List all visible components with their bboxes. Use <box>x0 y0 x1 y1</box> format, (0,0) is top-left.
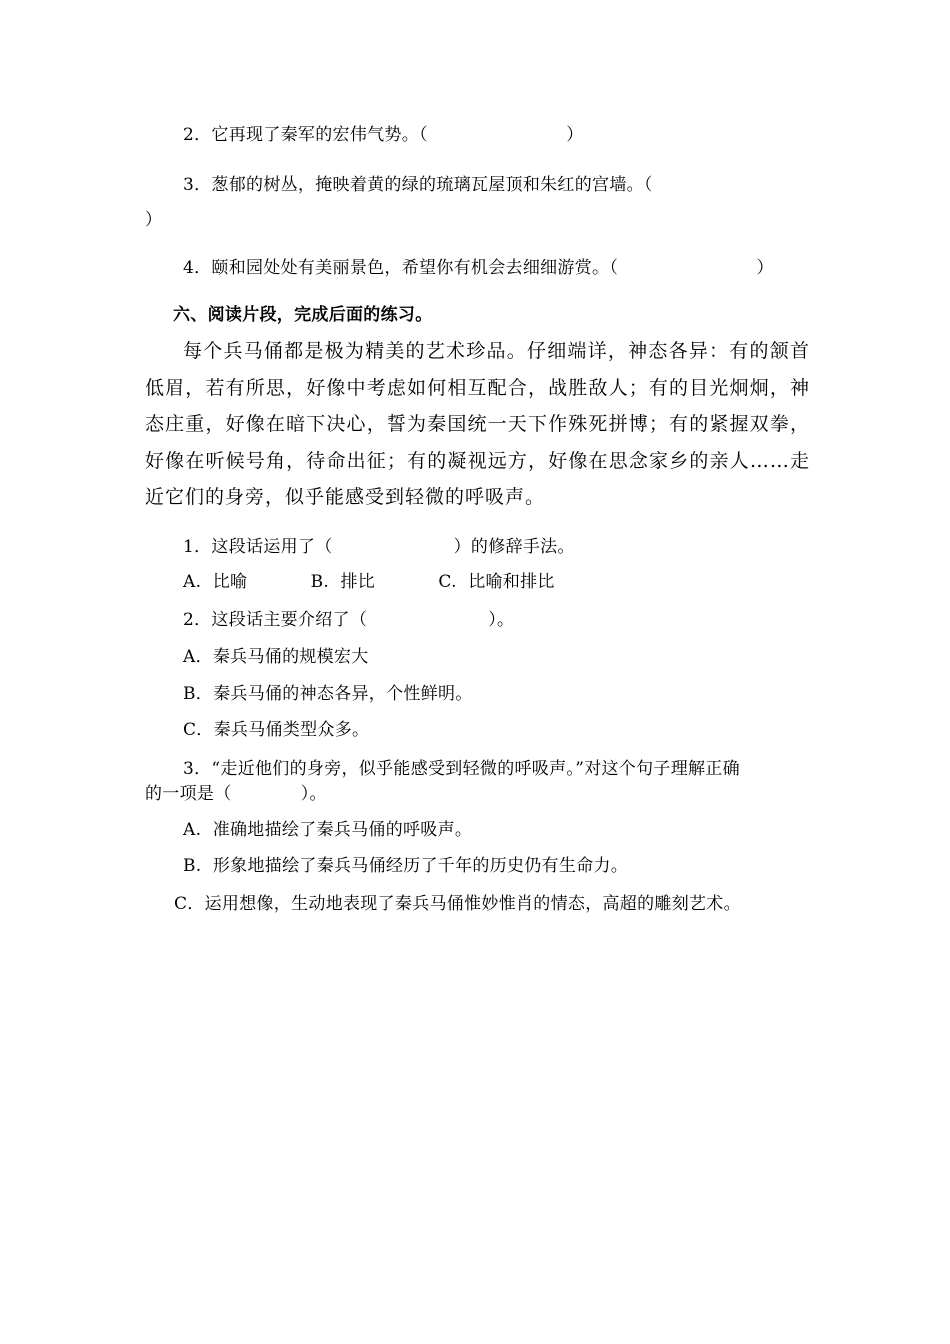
s6-question-1: 1．这段话运用了（ ）的修辞手法。 <box>183 537 575 557</box>
s5-question-3: 3．葱郁的树丛，掩映着黄的绿的琉璃瓦屋顶和朱红的宫墙。（ <box>183 175 653 195</box>
s6-question-3-line-2: 的一项是（ ）。 <box>145 784 327 804</box>
s6-question-2-option-a: A．秦兵马俑的规模宏大 <box>183 647 369 667</box>
s5-question-3-close: ） <box>145 210 163 230</box>
s6-passage: 每个兵马俑都是极为精美的艺术珍品。仔细端详，神态各异：有的颔首低眉，若有所思，好像中考虑如何相互配合，战胜敌人；有的目光炯炯，神态庄重，好像在暗下决心，誓为秦国统一天下作殊死拼博；有的紧握双拳，好像在听候号角，待命出征；有的凝视远方，好像在思念家乡的亲人……走近它们的身旁，似乎能感受到轻微的呼吸声。 <box>145 340 810 508</box>
s5-question-4: 4．颐和园处处有美丽景色，希望你有机会去细细游赏。（ ） <box>183 258 774 278</box>
s6-heading: 六、阅读片段，完成后面的练习。 <box>173 305 433 325</box>
s6-question-1-options: A. 比喻 B. 排比 C. 比喻和排比 <box>183 572 555 592</box>
s6-question-3-line-1: 3．“走近他们的身旁，似乎能感受到轻微的呼吸声。”对这个句子理解正确 <box>183 759 740 779</box>
s6-question-3-option-b: B. 形象地描绘了秦兵马俑经历了千年的历史仍有生命力。 <box>183 856 629 876</box>
s5-question-2: 2．它再现了秦军的宏伟气势。（ ） <box>183 125 584 145</box>
s6-question-2: 2．这段话主要介绍了（ ）。 <box>183 610 515 630</box>
s6-question-2-option-c: C．秦兵马俑类型众多。 <box>183 720 370 740</box>
s6-question-3-option-c: C．运用想像，生动地表现了秦兵马俑惟妙惟肖的情态，高超的雕刻艺术。 <box>174 894 741 914</box>
s6-question-2-option-b: B．秦兵马俑的神态各异，个性鲜明。 <box>183 684 473 704</box>
s6-question-3-option-a: A. 准确地描绘了秦兵马俑的呼吸声。 <box>183 820 473 840</box>
